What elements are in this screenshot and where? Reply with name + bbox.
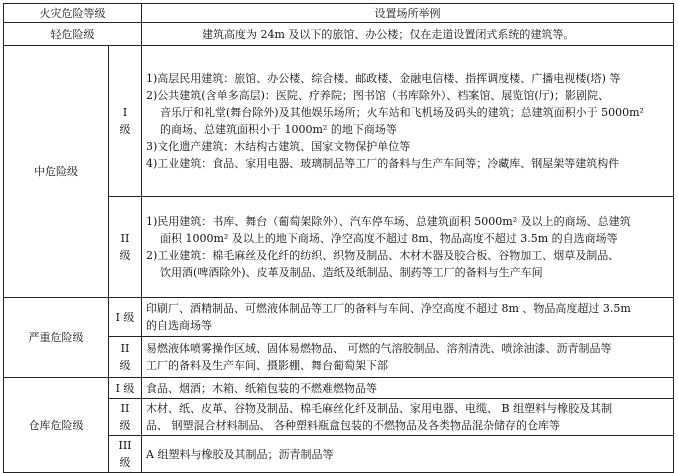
level-warehouse-1: I 级 [109,378,142,399]
level-label-numeral: II [120,402,130,415]
table-row-medium-1 [4,46,674,197]
examples-warehouse-1 [142,378,674,399]
category-light: 轻危险级 [4,23,142,46]
example-line: 3)文化遗产建筑：木结构古建筑、国家文物保护单位等 [146,140,411,153]
table-row-severe-1 [4,298,674,337]
level-label-suffix: 级 [119,249,131,262]
table-row-light [4,23,674,46]
example-line: 2)公共建筑(含单多高层)：医院、疗养院；图书馆（书库除外）、档案馆、展览馆(厅)；影剧院、 [146,89,609,102]
example-line: 的商场、总建筑面积小于 1000m² 的地下商场等 [160,123,397,136]
examples-warehouse-3 [142,436,674,473]
example-line: A 组塑料与橡胶及其制品；沥青制品等 [146,447,334,461]
table-row-warehouse-1 [4,378,674,399]
level-label-suffix: 级 [119,419,131,432]
example-line: 饮用酒(啤酒除外)、皮革及制品、造纸及纸制品、制药等工厂的备料与生产车间 [160,266,543,279]
level-label-numeral: I [122,106,128,119]
examples-warehouse-2 [142,399,674,436]
level-label-numeral: II [120,342,130,355]
level-warehouse-3 [109,436,142,473]
example-line: 木材、纸、皮革、谷物及制品、棉毛麻丝化纤及制品、家用电器、电缆、 B 组塑料与橡胶及其制 [146,402,613,415]
example-line: 音乐厅和礼堂(舞台除外)及其他娱乐场所；火车站和飞机场及码头的建筑；总建筑面积小于 5000m² [160,106,644,119]
example-line: 食品、烟酒；木箱、纸箱包装的不燃难燃物品等 [146,381,377,395]
examples-severe-2 [142,337,674,378]
category-medium: 中危险级 [4,46,109,298]
table-header-row [4,4,674,23]
example-line: 2)工业建筑：棉毛麻丝及化纤的纺织、织物及制品、木材木器及胶合板、谷物加工、烟草及制品、 [146,249,620,262]
example-line: 印刷厂、酒精制品、可燃液体制品等工厂的备料与车间、净空高度不超过 8m 、物品高度超过 3.5m [146,302,631,315]
category-warehouse: 仓库危险级 [4,378,109,473]
example-line: 4)工业建筑：食品、家用电器、玻璃制品等工厂的备料与生产车间等；冷藏库、钢屋架等建筑构件 [146,157,620,170]
level-severe-2 [109,337,142,378]
examples-severe-1 [142,298,674,337]
category-severe: 严重危险级 [4,298,109,378]
examples-medium-2 [142,197,674,298]
level-label-suffix: 级 [119,123,131,136]
level-label-suffix: 级 [119,359,131,372]
example-line: 品、 钢塑混合材料制品、 各种塑料瓶盒包装的不燃物品及各类物品混杂储存的仓库等 [146,419,560,432]
level-label-numeral: II [120,232,130,245]
example-line: 易燃液体喷雾操作区域、固体易燃物品、 可燃的气溶胶制品、溶剂清洗、喷涂油漆、沥青制品等 [146,342,612,355]
example-line: 的自选商场等 [146,319,212,332]
level-label-numeral: III [118,439,132,452]
example-line: 1)高层民用建筑：旅馆、办公楼、综合楼、邮政楼、金融电信楼、指挥调度楼、广播电视楼(塔) 等 [146,72,621,85]
example-line: 工厂的备料及生产车间、摄影棚、舞台葡萄架下部 [146,359,388,372]
level-warehouse-2 [109,399,142,436]
header-example-places: 设置场所举例 [142,4,674,23]
examples-medium-1 [142,46,674,197]
level-medium-2 [109,197,142,298]
example-line: 1)民用建筑：书库、舞台（葡萄架除外）、汽车停车场、总建筑面积 5000m² 及以上的商场、总建筑 [146,215,631,228]
header-hazard-level: 火灾危险等级 [4,4,142,23]
level-label-suffix: 级 [119,456,131,469]
examples-light: 建筑高度为 24m 及以下的旅馆、办公楼；仅在走道设置闭式系统的建筑等。 [142,23,674,46]
fire-hazard-classification-table [3,3,674,473]
level-medium-1 [109,46,142,197]
example-line: 面积 1000m² 及以上的地下商场、净空高度不超过 8m、物品高度不超过 3.5m 的自选商场等 [160,232,618,245]
level-severe-1: I 级 [109,298,142,337]
